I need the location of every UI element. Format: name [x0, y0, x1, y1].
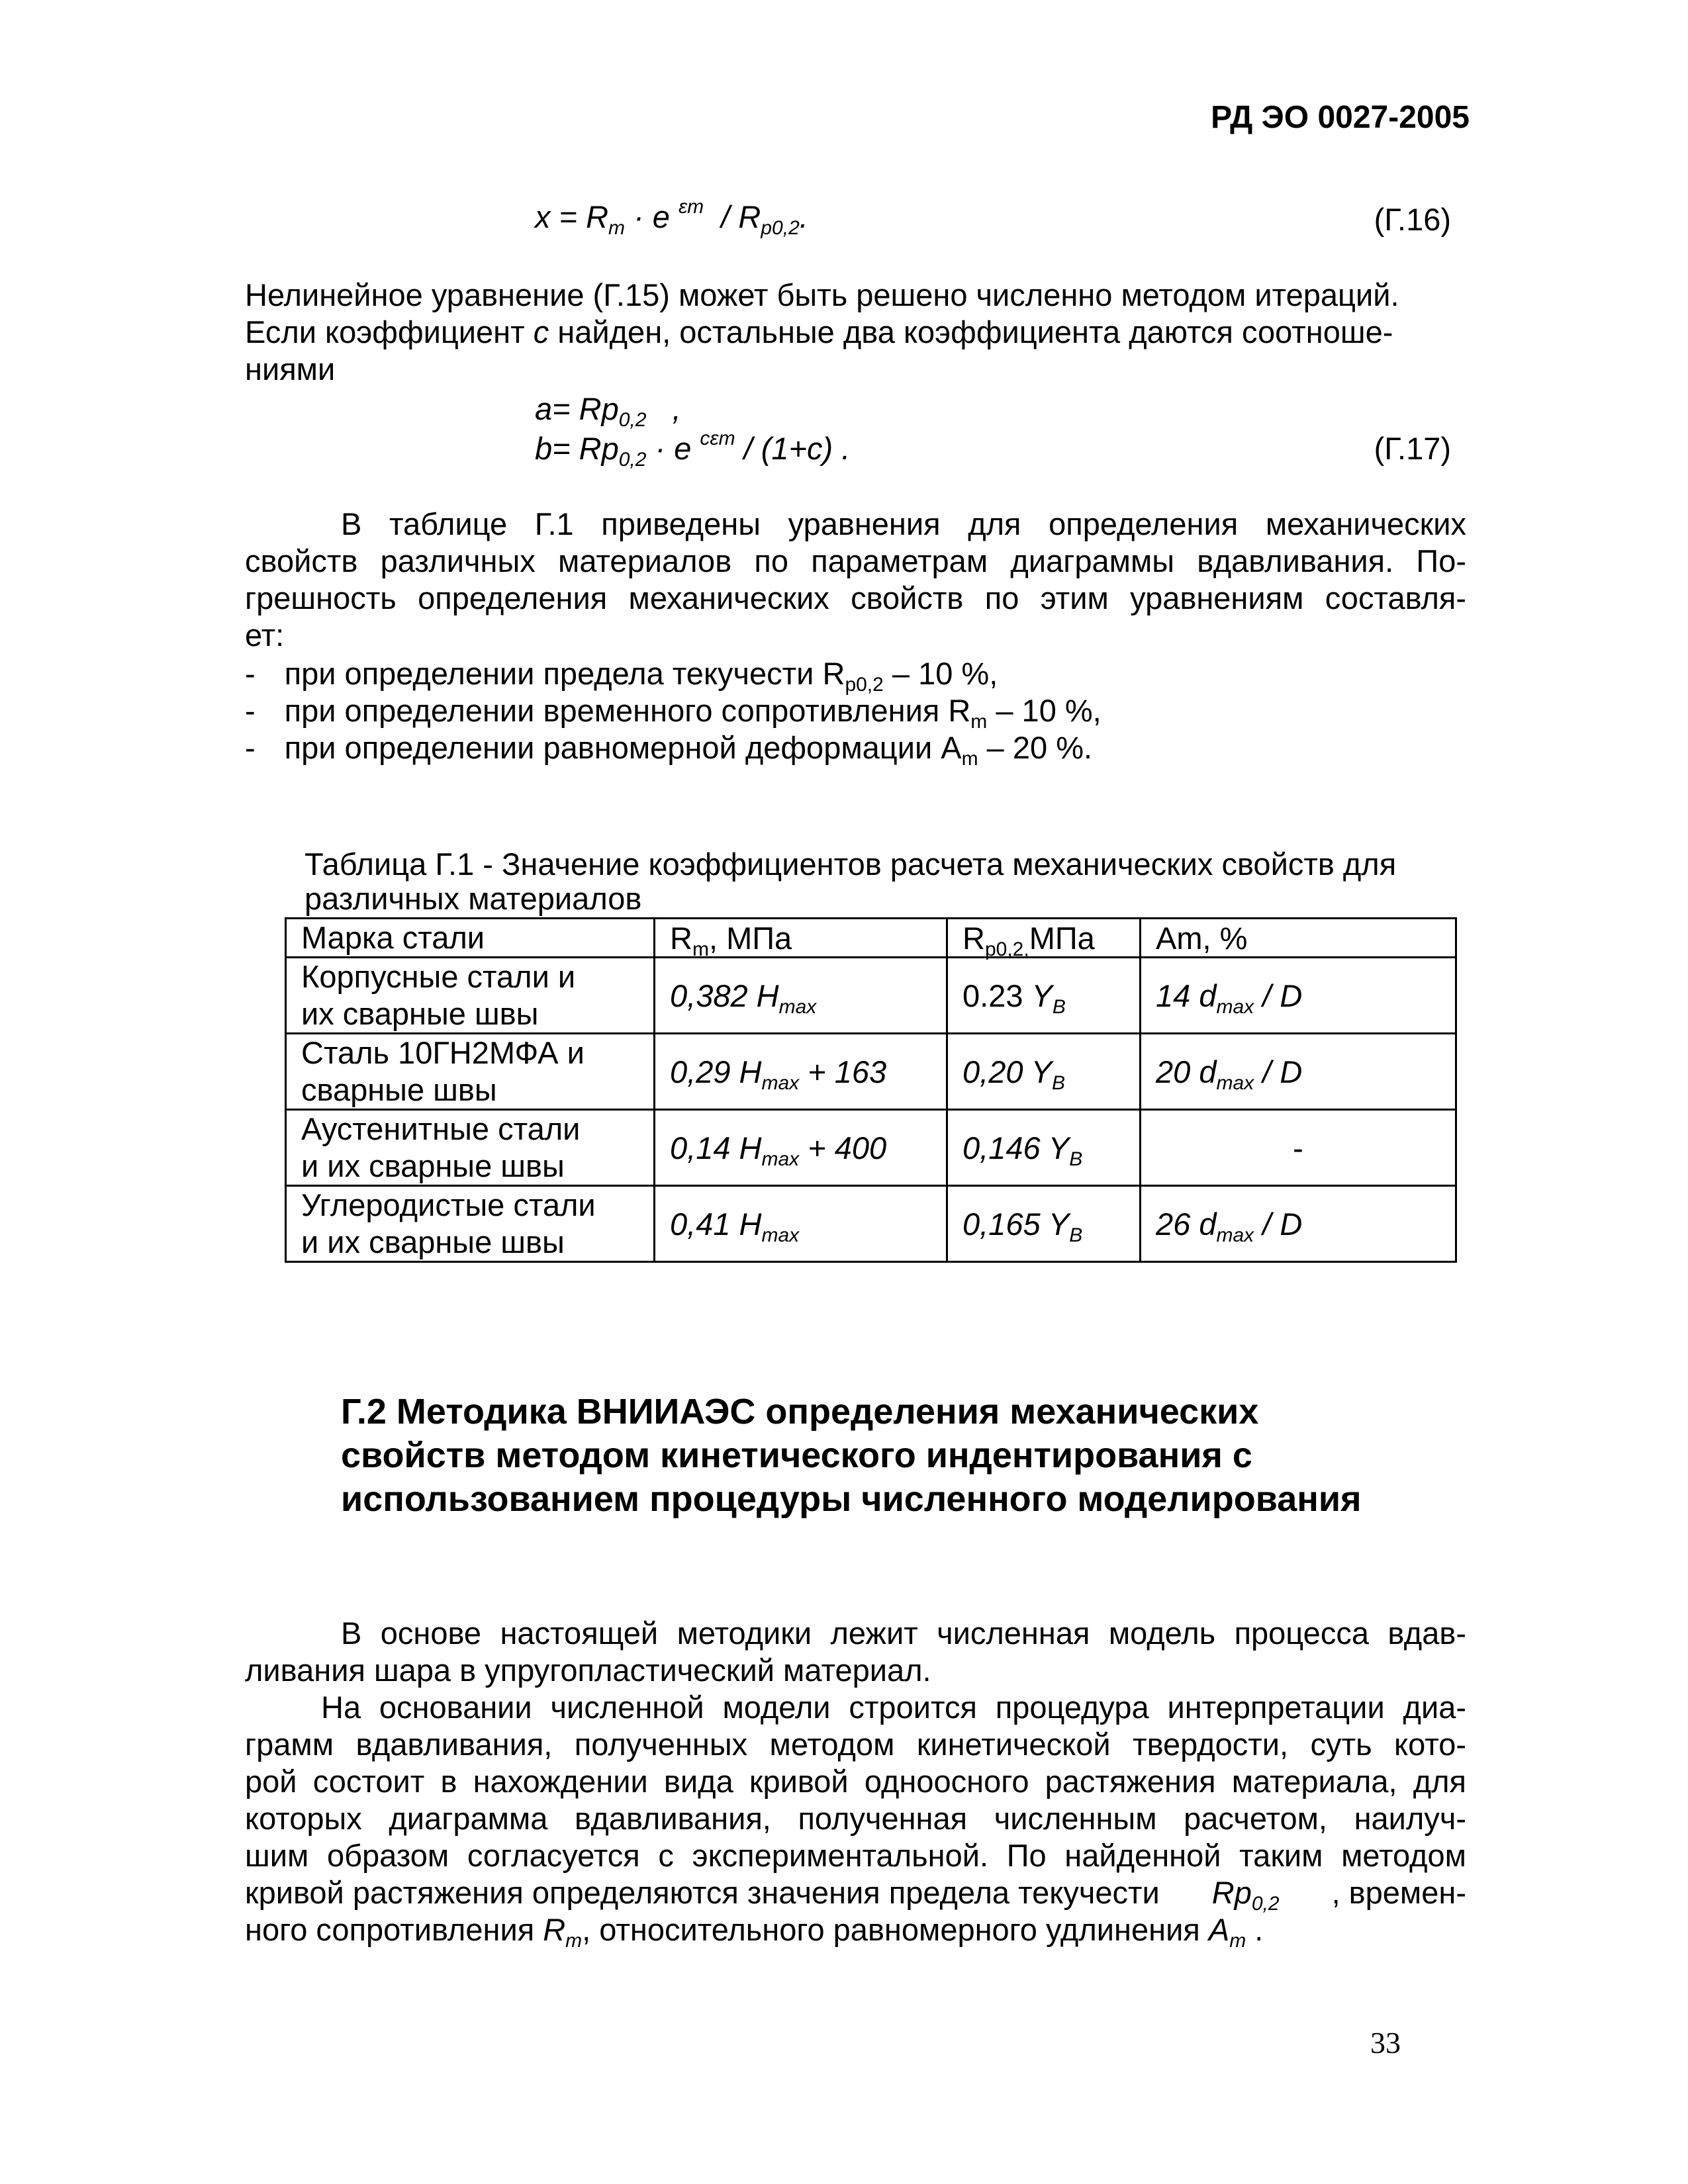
table-row	[286, 1186, 1456, 1262]
formula-g17-label: (Г.17)	[1374, 431, 1451, 466]
line-text: , времен-	[1331, 1875, 1466, 1910]
header-cell: Марка стали	[286, 919, 655, 958]
rp-cell: 0,20 $Y_B$	[947, 1034, 1141, 1110]
rp-cell: 0,165 $Y_B$	[947, 1186, 1141, 1262]
table-caption: различных материалов	[305, 881, 642, 916]
paragraph-line: которых диаграмма вдавливания, полученная численным расчетом, наилуч-	[245, 1801, 1466, 1836]
header-cell: $R_{p0,2,}МПа$	[947, 919, 1141, 958]
table-row	[286, 1034, 1456, 1110]
am-cell: -	[1141, 1110, 1456, 1186]
header-cell: $R_m$, МПа	[655, 919, 947, 958]
section-heading-line: свойств методом кинетического индентирования с	[341, 1435, 1252, 1475]
paragraph-line: Нелинейное уравнение (Г.15) может быть решено численно методом итераций.	[245, 277, 1399, 312]
rp-cell: 0,146 $Y_B$	[947, 1110, 1141, 1186]
paragraph-line: рой состоит в нахождении вида кривой одноосного растяжения материала, для	[245, 1764, 1466, 1799]
material-cell: Аустенитные стали и их сварные швы	[286, 1110, 655, 1186]
paragraph-line: Если коэффициент c найден, остальные два коэффициента даются соотноше-	[245, 314, 1393, 349]
table-caption: Таблица Г.1 - Значение коэффициентов расчета механических свойств для	[305, 846, 1397, 882]
page-number: 33	[1370, 2026, 1401, 2060]
header-cell: Am, %	[1141, 919, 1456, 958]
bullet-item: - при определении предела текучести $R_{p0,2} - 10$ %,	[245, 656, 998, 696]
rm-cell: 0,29 $H_{max} + 163$	[655, 1034, 947, 1110]
paragraph-line	[245, 1874, 1466, 1915]
rm-cell: 0,382 $H_{max}$	[655, 958, 947, 1034]
document-code: РД ЭО 0027-2005	[1211, 100, 1470, 135]
paragraph-line: шим образом согласуется с экспериментальной. По найденной таким методом	[245, 1838, 1466, 1873]
rp02-symbol: $Rp_{0,2}$	[1211, 1875, 1280, 1915]
bullet-item: - при определении временного сопротивления $R_m - 10$ %,	[245, 693, 1102, 733]
section-heading	[341, 1390, 1362, 1521]
table-row	[286, 1110, 1456, 1186]
paragraph-line: ниями	[245, 351, 336, 387]
am-cell: 26 $d_{max}$ / D	[1141, 1186, 1456, 1262]
paragraph-line: ет:	[245, 617, 285, 653]
paragraph-line: В таблице Г.1 приведены уравнения для определения механических	[341, 506, 1466, 541]
formula-g16: $x = R_m \cdot e$ $^{\varepsilon m} / R_{p0,2}$.	[535, 196, 808, 239]
paragraph-line: ного сопротивления $R_m$, относительного равномерного удлинения $A_m$ .	[245, 1912, 1264, 1952]
rm-cell: 0,41 $H_{max}$	[655, 1186, 947, 1262]
rm-cell: 0,14 $H_{max} + 400$	[655, 1110, 947, 1186]
table-header-row	[286, 919, 1456, 958]
paragraph-line: В основе настоящей методики лежит численная модель процесса вдав-	[341, 1615, 1466, 1651]
am-cell: 20 $d_{max}$ / D	[1141, 1034, 1456, 1110]
formula-g17-a: $a= Rp_{0,2}$ ,	[535, 391, 681, 431]
formula-g17-b: $b= Rp_{0,2} \cdot e$ $^{c\varepsilon m}$ / (1+c) .	[535, 428, 851, 471]
bullet-item: - при определении равномерной деформации $A_m - 20$ %.	[245, 730, 1093, 770]
material-cell: Углеродистые стали и их сварные швы	[286, 1186, 655, 1262]
paragraph-line: свойств различных материалов по параметрам диаграммы вдавливания. По-	[245, 543, 1466, 578]
paragraph-line: грамм вдавливания, полученных методом кинетической твердости, суть кото-	[245, 1727, 1466, 1762]
section-heading-line: использованием процедуры численного моделирования	[341, 1479, 1362, 1519]
table-row	[286, 958, 1456, 1034]
coefficients-table	[285, 917, 1457, 1263]
paragraph-line: грешность определения механических свойств по этим уравнениям составля-	[245, 580, 1466, 615]
formula-g16-label: (Г.16)	[1374, 202, 1451, 237]
line-text: кривой растяжения определяются значения предела текучести	[245, 1875, 1160, 1910]
paragraph-line: ливания шара в упругопластический материал.	[245, 1653, 931, 1688]
section-heading-line: Г.2 Методика ВНИИАЭС определения механических	[341, 1392, 1259, 1432]
material-cell: Сталь 10ГН2МФА и сварные швы	[286, 1034, 655, 1110]
am-cell: 14 $d_{max}$ / D	[1141, 958, 1456, 1034]
rp-cell: 0.23 $Y_B$	[947, 958, 1141, 1034]
material-cell: Корпусные стали и их сварные швы	[286, 958, 655, 1034]
paragraph-line: На основании численной модели строится процедура интерпретации диа-	[321, 1690, 1466, 1725]
